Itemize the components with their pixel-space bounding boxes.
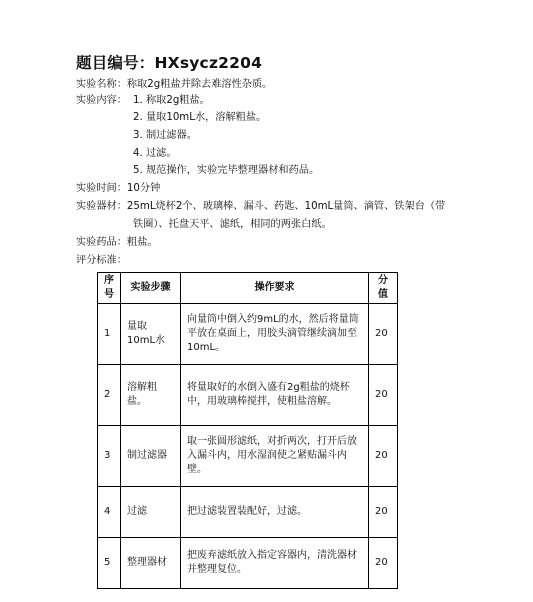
- table-row: [98, 304, 398, 365]
- row-requirement: 取一张圆形滤纸，对折两次，打开后放入漏斗内，用水湿润使之紧贴漏斗内壁。: [181, 426, 369, 487]
- content-item-3: 3. 制过滤器。: [133, 130, 197, 141]
- row-num: 5: [98, 538, 121, 589]
- table-row: [98, 426, 398, 487]
- row-score: 20: [369, 538, 398, 589]
- row-step: 量取10mL水: [121, 304, 181, 365]
- row-score: 20: [369, 426, 398, 487]
- row-num: 2: [98, 365, 121, 426]
- content-label: 实验内容：: [76, 95, 127, 106]
- row-score: 20: [369, 304, 398, 365]
- table-header-row: [98, 273, 398, 304]
- header-step: 实验步骤: [121, 273, 181, 304]
- table-row: [98, 487, 398, 538]
- equipment-line-2: 铁圈）、托盘天平、滤纸，相同的两张白纸。: [133, 219, 332, 230]
- row-requirement: 向量筒中倒入约9mL的水，然后将量筒平放在桌面上，用胶头滴管继续滴加至10mL。: [181, 304, 369, 365]
- table-row: [98, 365, 398, 426]
- row-step: 过滤: [121, 487, 181, 538]
- scoring-table: [97, 272, 398, 589]
- header-num: 序号: [98, 273, 121, 304]
- row-step: 溶解粗盐。: [121, 365, 181, 426]
- experiment-name: 实验名称：称取2g粗盐并除去难溶性杂质。: [76, 79, 273, 90]
- content-item-2: 2. 量取10mL水，溶解粗盐。: [133, 112, 267, 123]
- row-num: 1: [98, 304, 121, 365]
- row-requirement: 把废弃滤纸放入指定容器内，清洗器材并整理复位。: [181, 538, 369, 589]
- row-step: 整理器材: [121, 538, 181, 589]
- content-item-1: 1. 称取2g粗盐。: [133, 95, 210, 106]
- row-num: 3: [98, 426, 121, 487]
- row-score: 20: [369, 487, 398, 538]
- row-step: 制过滤器: [121, 426, 181, 487]
- content-item-5: 5. 规范操作，实验完毕整理器材和药品。: [133, 165, 320, 176]
- row-requirement: 将量取好的水倒入盛有2g粗盐的烧杯中，用玻璃棒搅拌，使粗盐溶解。: [181, 365, 369, 426]
- content-item-4: 4. 过滤。: [133, 148, 177, 159]
- header-requirement: 操作要求: [181, 273, 369, 304]
- header-score: 分值: [369, 273, 398, 304]
- row-score: 20: [369, 365, 398, 426]
- row-num: 4: [98, 487, 121, 538]
- experiment-time: 实验时间：10分钟: [76, 183, 161, 194]
- row-requirement: 把过滤装置装配好，过滤。: [181, 487, 369, 538]
- page-title: 题目编号：HXsycz2204: [76, 54, 263, 72]
- reagents: 实验药品：粗盐。: [76, 237, 158, 248]
- table-row: [98, 538, 398, 589]
- criteria-label: 评分标准：: [76, 255, 127, 266]
- equipment-line-1: 实验器材：25mL烧杯2个、玻璃棒、漏斗、药匙、10mL量筒、滴管、铁架台（带: [76, 201, 446, 212]
